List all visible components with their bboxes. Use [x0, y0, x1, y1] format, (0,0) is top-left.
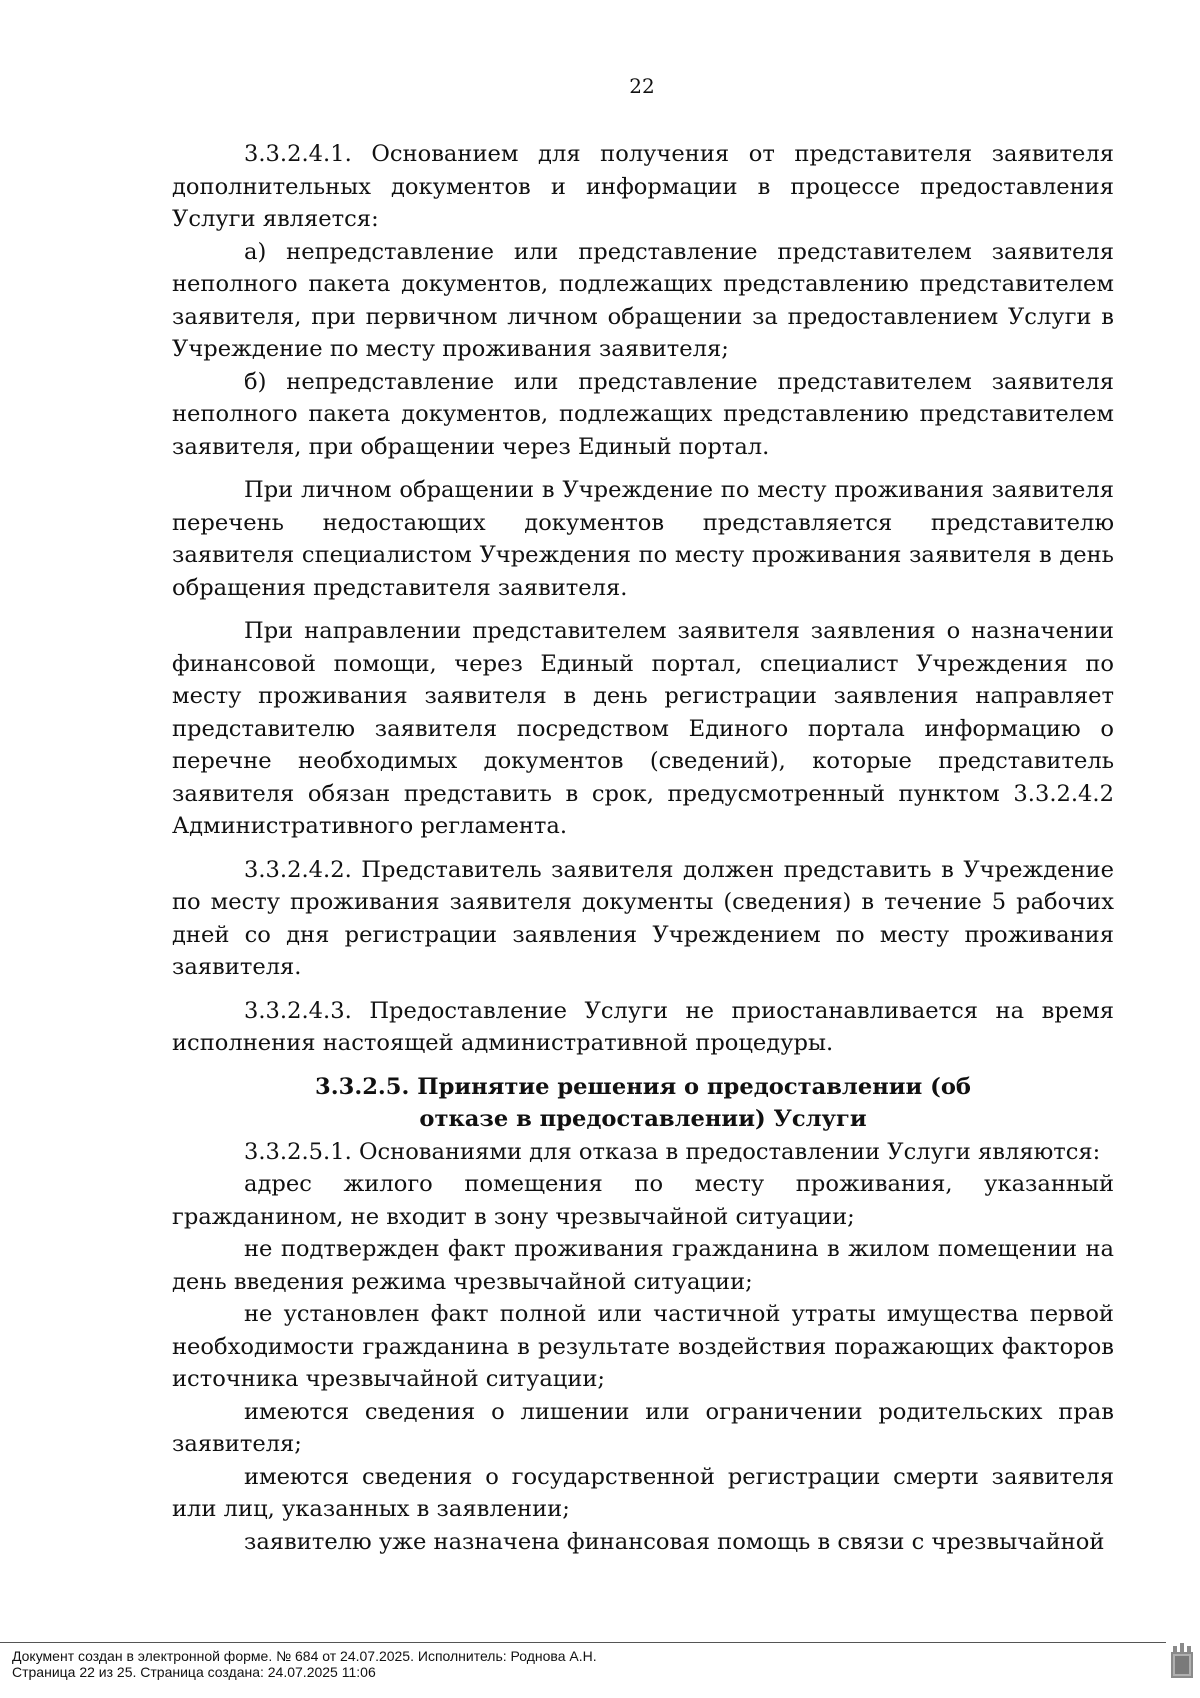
refusal-reason-parental-rights: имеются сведения о лишении или ограничении родительских прав заявителя; [172, 1398, 1114, 1457]
paragraph-3-3-2-4-1: 3.3.2.4.1. Основанием для получения от представителя заявителя дополнительных документов и информации в процессе предоставления Услуги является: [172, 141, 1114, 232]
paragraph-portal-request: При направлении представителем заявителя заявления о назначении финансовой помощи, через Единый портал, специалист Учреждения по месту проживания заявителя в день регистрации заявления направляет представителю заявителя посредством Единого портала информацию о перечне необходимых документов (сведений), которые представитель заявителя обязан представить в срок, предусмотренный пунктом 3.3.2.4.2 Административного регламента. [172, 618, 1114, 839]
emblem-icon [1170, 1640, 1194, 1680]
footer-page-info: Страница 22 из 25. Страница создана: 24.07.2025 11:06 [12, 1664, 376, 1680]
paragraph-personal-visit: При личном обращении в Учреждение по месту проживания заявителя перечень недостающих документов представляется представителю заявителя специалистом Учреждения по месту проживания заявителя в день обращения представителя заявителя. [172, 477, 1114, 601]
paragraph-3-3-2-4-2: 3.3.2.4.2. Представитель заявителя должен представить в Учреждение по месту проживания заявителя документы (сведения) в течение 5 рабочих дней со дня регистрации заявления Учреждением по месту проживания заявителя. [172, 856, 1114, 980]
footer-divider [0, 1642, 1166, 1643]
list-item-a: а) непредставление или представление представителем заявителя неполного пакета документов, подлежащих представлению представителем заявителя, при первичном личном обращении за предоставлением Услуги в Учреждение по месту проживания заявителя; [172, 238, 1114, 362]
refusal-reason-residence: не подтвержден факт проживания гражданина в жилом помещении на день введения режима чрезвычайной ситуации; [172, 1236, 1114, 1295]
refusal-reason-address: адрес жилого помещения по месту проживания, указанный гражданином, не входит в зону чрезвычайной ситуации; [172, 1171, 1114, 1230]
footer-document-info: Документ создан в электронной форме. № 684 от 24.07.2025. Исполнитель: Роднова А.Н. [12, 1648, 597, 1664]
refusal-reason-property-loss: не установлен факт полной или частичной утраты имущества первой необходимости гражданина в результате воздействия поражающих факторов источника чрезвычайной ситуации; [172, 1301, 1114, 1392]
refusal-reason-death-record: имеются сведения о государственной регистрации смерти заявителя или лиц, указанных в заявлении; [172, 1463, 1114, 1522]
section-heading-3-3-2-5: 3.3.2.5. Принятие решения о предоставлении (об отказе в предоставлении) Услуги [315, 1073, 971, 1132]
document-body [172, 138, 1114, 1558]
refusal-reason-already-assigned: заявителю уже назначена финансовая помощь в связи с чрезвычайной [244, 1528, 1105, 1555]
document-footer [12, 1648, 597, 1680]
paragraph-3-3-2-4-3: 3.3.2.4.3. Предоставление Услуги не приостанавливается на время исполнения настоящей административной процедуры. [172, 997, 1114, 1056]
paragraph-3-3-2-5-1: 3.3.2.5.1. Основаниями для отказа в предоставлении Услуги являются: [244, 1138, 1101, 1165]
page-number: 22 [629, 74, 655, 98]
list-item-b: б) непредставление или представление представителем заявителя неполного пакета документов, подлежащих представлению представителем заявителя, при обращении через Единый портал. [172, 368, 1114, 460]
